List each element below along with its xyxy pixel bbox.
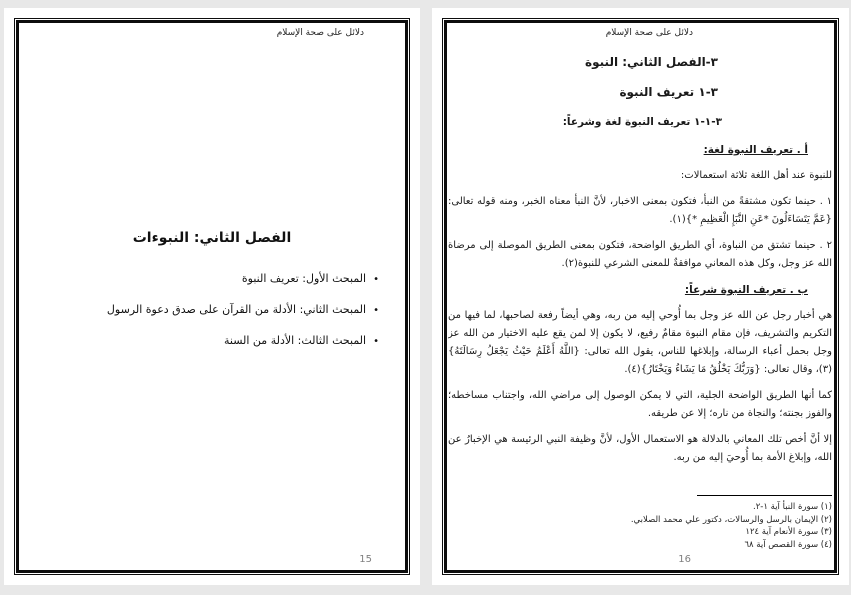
paragraph-legal-1: هي أخبار رجل عن الله عز وجل بما أُوحي إليه من ربه، وهي أيضاً رفعة لصاحبها، لما فيها من التكريم والتشريف، فإن مقام النبوة مقامٌ رفيع، لا يكون إلا لمن يقع عليه الاختيار من الله عز وجل بحمل أعباء الرسالة، وإبلاغها للناس، يقول الله تعالى: {اللَّهُ أَعْلَمُ حَيْثُ يَجْعَلُ رِسَالَتَهُ}(٣)، وقال تعالى: {وَرَبُّكَ يَخْلُقُ مَا يَشَاءُ وَيَخْتَارُ}(٤). xyxy=(448,310,832,375)
section-heading-3-1: ٣-١ تعريف النبوة xyxy=(619,85,718,99)
page-number-16: 16 xyxy=(678,554,691,565)
footnote-separator xyxy=(697,495,832,496)
page-15 xyxy=(4,8,420,585)
subheading-definition-legal: ب . تعريف النبوة شرعاً: xyxy=(684,284,808,296)
paragraph-legal-3: إلا أنَّ أخص تلك المعاني بالدلالة هو الاستعمال الأول، لأنَّ وظيفة النبي الرئيسة هي الإخبارُ عن الله، وإبلاغ الأمة بما أُوحيَ إليه من ربه. xyxy=(448,434,832,463)
running-header: دلائل على صحة الإسلام xyxy=(276,28,364,38)
paragraph-usage-2: ٢ . حينما تشتق من النباوة، أي الطريق الواضحة، فتكون بمعنى الطريق الموصلة إلى مرضاة الله عز وجل، وكل هذه المعاني موافقةٌ للمعنى الشرعي للنبوة(٢). xyxy=(448,240,832,269)
footnote-4: (٤) سورة القصص آية ٦٨ xyxy=(744,539,832,550)
paragraph-legal-2: كما أنها الطريق الواضحة الجلية، التي لا يمكن الوصول إلى مراضي الله، واجتناب مساخطه؛ والفوز بجنته؛ والنجاة من ناره؛ إلا عن طريقه. xyxy=(448,390,832,419)
page-16 xyxy=(432,8,849,585)
footnote-1: (١) سورة النبأ آية ١-٢. xyxy=(753,502,832,512)
paragraph-intro: للنبوة عند أهل اللغة ثلاثة استعمالات: xyxy=(680,170,832,181)
section-heading-3-1-1: ٣-١-١ تعريف النبوة لغة وشرعاً: xyxy=(562,116,722,128)
subheading-definition-linguistic: أ . تعريف النبوة لغة: xyxy=(703,144,808,156)
toc-item-3: • المبحث الثالث: الأدلة من السنة xyxy=(107,326,379,357)
footnotes-block xyxy=(448,495,832,551)
paragraph-usage-1: ١ . حينما تكون مشتقةً من النبأ، فتكون بمعنى الاخبار، لأنَّ النبأ معناه الخبر، ومنه قوله تعالى: {عَمَّ يَتَسَاءَلُونَ *عَنِ النَّبَإِ الْعَظِيمِ *}(١). xyxy=(448,196,832,225)
toc-list xyxy=(107,264,379,357)
toc-item-1: • المبحث الأول: تعريف النبوة xyxy=(107,264,379,295)
toc-item-2: • المبحث الثاني: الأدلة من القرآن على صدق دعوة الرسول xyxy=(107,295,379,326)
footnote-3: (٣) سورة الأنعام آية ١٢٤ xyxy=(745,527,832,537)
body-text-column xyxy=(448,53,832,481)
running-header: دلائل على صحة الإسلام xyxy=(605,28,693,38)
chapter-title: الفصل الثاني: النبوءات xyxy=(132,230,292,246)
footnote-2: (٢) الإيمان بالرسل والرسالات، دكتور علي محمد الصلابي. xyxy=(630,514,832,525)
page-number-15: 15 xyxy=(359,554,372,565)
section-heading-3: ٣-الفصل الثاني: النبوة xyxy=(585,55,718,69)
